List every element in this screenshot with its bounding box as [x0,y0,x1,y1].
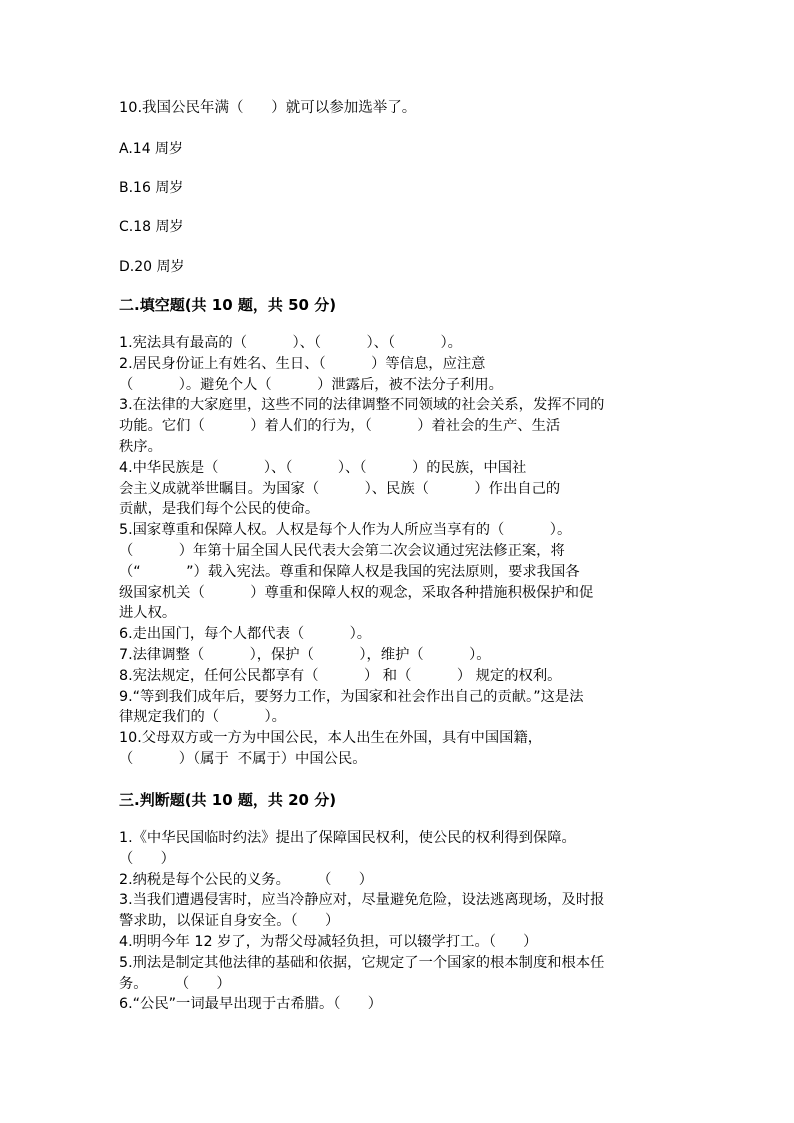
text-line: 贡献，是我们每个公民的使命。 [119,501,320,518]
text-line: 8.宪法规定，任何公民都享有（ ） 和（ ） 规定的权利。 [119,667,562,684]
option-c: C.18 周岁 [119,219,184,235]
text-line: 7.法律调整（ ），保护（ ），维护（ ）。 [119,646,491,663]
text-line: 3.在法律的大家庭里，这些不同的法律调整不同领域的社会关系，发挥不同的 [119,397,605,414]
text-line: 务。 （ ） [119,975,231,992]
text-line: 9.“等到我们成年后，要努力工作，为国家和社会作出自己的贡献。”这是法 [119,688,584,705]
text-line: 5.国家尊重和保障人权。人权是每个人作为人所应当享有的（ ）。 [119,522,572,539]
text-line: 级国家机关（ ）尊重和保障人权的观念，采取各种措施积极保护和促 [119,584,594,601]
text-line: （ ）年第十届全国人民代表大会第二次会议通过宪法修正案，将 [119,542,565,559]
question-10-stem: 10.我国公民年满（ ）就可以参加选举了。 [119,100,417,116]
text-line: 会主义成就举世瞩目。为国家（ ）、民族（ ）作出自己的 [119,480,561,497]
option-d: D.20 周岁 [119,259,185,275]
option-b: B.16 周岁 [119,180,184,196]
text-line: （ ）（属于 不属于）中国公民。 [119,750,367,767]
true-false-questions [119,828,679,1015]
text-line: 10.父母双方或一方为中国公民，本人出生在外国，具有中国国籍， [119,730,543,747]
text-line: （ ）。避免个人（ ）泄露后，被不法分子利用。 [119,376,503,393]
text-line: 6.走出国门，每个人都代表（ ）。 [119,626,372,643]
option-a: A.14 周岁 [119,141,184,157]
text-line: 警求助，以保证自身安全。（ ） [119,913,340,930]
text-line: 1.宪法具有最高的（ ）、（ ）、（ ）。 [119,335,462,351]
fill-blank-heading: 二.填空题(共 10 题，共 50 分) [119,296,337,314]
fill-blank-questions [119,333,679,770]
text-line: 4.中华民族是（ ）、（ ）、（ ）的民族，中国社 [119,459,527,476]
true-false-heading: 三.判断题(共 10 题，共 20 分) [119,791,337,809]
text-line: 5.刑法是制定其他法律的基础和依据，它规定了一个国家的根本制度和根本任 [119,954,605,971]
text-line: （“ ”）载入宪法。尊重和保障人权是我国的宪法原则，要求我国各 [119,563,580,580]
text-line: （ ） [119,850,175,867]
text-line: 功能。它们（ ）着人们的行为，（ ）着社会的生产、生活 [119,418,561,435]
text-line: 2.纳税是每个公民的义务。 （ ） [119,871,374,888]
text-line: 6.“公民”一词最早出现于古希腊。（ ） [119,996,383,1013]
text-line: 2.居民身份证上有姓名、生日、（ ）等信息，应注意 [119,355,486,372]
text-line: 进人权。 [119,605,177,622]
text-line: 3.当我们遭遇侵害时，应当冷静应对，尽量避免危险，设法逃离现场，及时报 [119,892,605,909]
text-line: 律规定我们的（ ）。 [119,709,286,726]
text-line: 4.明明今年 12 岁了，为帮父母减轻负担，可以辍学打工。（ ） [119,933,538,950]
text-line: 1.《中华民国临时约法》提出了保障国民权利，使公民的权利得到保障。 [119,830,576,846]
text-line: 秩序。 [119,438,162,455]
